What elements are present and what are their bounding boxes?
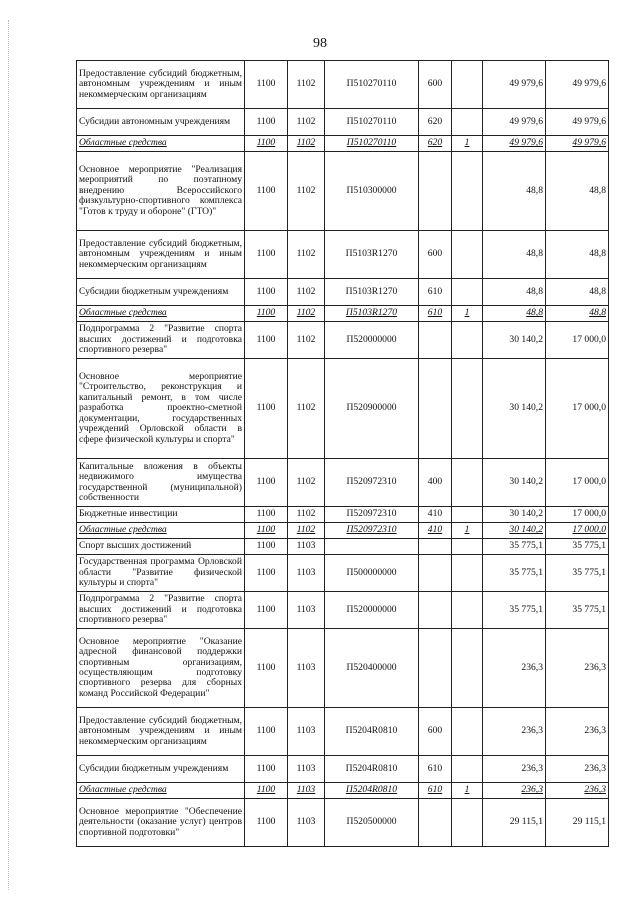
expense-type-code: [419, 799, 452, 847]
expense-type-code: 600: [419, 61, 452, 109]
target-article-code: П500000000: [325, 555, 419, 592]
item-name: Предоставление субсидий бюджетным, автономным учреждениям и иным некоммерческим организациям: [77, 231, 245, 279]
subsection-code: 1102: [288, 523, 325, 539]
target-article-code: П520972310: [325, 507, 419, 523]
subsection-code: 1102: [288, 279, 325, 306]
expense-type-code: 410: [419, 523, 452, 539]
amount-year-1: 48,8: [483, 231, 546, 279]
item-name: Областные средства: [77, 523, 245, 539]
subsection-code: 1103: [288, 539, 325, 555]
funding-source-code: 1: [452, 136, 483, 152]
amount-year-2: 236,3: [546, 629, 609, 708]
budget-table: [76, 60, 609, 847]
funding-source-code: [452, 322, 483, 359]
item-name: Основное мероприятие "Реализация мероприятий по поэтапному внедрению Всероссийского физкультурно-спортивного комплекса "Готов к труду и обороне" (ГТО)": [77, 152, 245, 231]
amount-year-2: 35 775,1: [546, 539, 609, 555]
funding-source-code: [452, 756, 483, 783]
amount-year-1: 236,3: [483, 708, 546, 756]
amount-year-2: 48,8: [546, 306, 609, 322]
item-name: Областные средства: [77, 306, 245, 322]
expense-type-code: 610: [419, 279, 452, 306]
table-row: [77, 629, 609, 708]
target-article-code: П5204R0810: [325, 783, 419, 799]
funding-source-code: [452, 799, 483, 847]
item-name: Областные средства: [77, 783, 245, 799]
table-row: [77, 279, 609, 306]
target-article-code: П510270110: [325, 109, 419, 136]
section-code: 1100: [245, 279, 288, 306]
target-article-code: П510300000: [325, 152, 419, 231]
subsection-code: 1103: [288, 555, 325, 592]
target-article-code: П5103R1270: [325, 279, 419, 306]
expense-type-code: 610: [419, 783, 452, 799]
item-name: Субсидии бюджетным учреждениям: [77, 756, 245, 783]
amount-year-1: 30 140,2: [483, 359, 546, 459]
item-name: Подпрограмма 2 "Развитие спорта высших достижений и подготовка спортивного резерва": [77, 322, 245, 359]
section-code: 1100: [245, 359, 288, 459]
expense-type-code: [419, 555, 452, 592]
amount-year-1: 49 979,6: [483, 136, 546, 152]
amount-year-2: 49 979,6: [546, 109, 609, 136]
table-row: [77, 523, 609, 539]
subsection-code: 1103: [288, 629, 325, 708]
item-name: Областные средства: [77, 136, 245, 152]
table-row: [77, 359, 609, 459]
amount-year-1: 35 775,1: [483, 555, 546, 592]
expense-type-code: 400: [419, 459, 452, 507]
funding-source-code: 1: [452, 306, 483, 322]
funding-source-code: [452, 592, 483, 629]
section-code: 1100: [245, 231, 288, 279]
item-name: Основное мероприятие "Строительство, реконструкция и капитальный ремонт, в том числе разработка проектно-сметной документации, государственных учреждений Орловской области в сфере физической культуры и спорта": [77, 359, 245, 459]
expense-type-code: 620: [419, 136, 452, 152]
funding-source-code: [452, 152, 483, 231]
amount-year-1: 49 979,6: [483, 109, 546, 136]
table-row: [77, 136, 609, 152]
amount-year-1: 30 140,2: [483, 507, 546, 523]
amount-year-2: 236,3: [546, 783, 609, 799]
section-code: 1100: [245, 61, 288, 109]
table-row: [77, 708, 609, 756]
amount-year-2: 48,8: [546, 231, 609, 279]
subsection-code: 1102: [288, 306, 325, 322]
expense-type-code: [419, 322, 452, 359]
table-row: [77, 555, 609, 592]
expense-type-code: 410: [419, 507, 452, 523]
funding-source-code: 1: [452, 523, 483, 539]
funding-source-code: [452, 109, 483, 136]
amount-year-1: 29 115,1: [483, 799, 546, 847]
amount-year-2: 35 775,1: [546, 592, 609, 629]
section-code: 1100: [245, 306, 288, 322]
item-name: Основное мероприятие "Оказание адресной финансовой поддержки спортивным организациям, осуществляющим подготовку спортивного резерва для сборных команд Российской Федерации": [77, 629, 245, 708]
amount-year-1: 35 775,1: [483, 592, 546, 629]
item-name: Капитальные вложения в объекты недвижимого имущества государственной (муниципальной) собственности: [77, 459, 245, 507]
subsection-code: 1102: [288, 136, 325, 152]
table-row: [77, 61, 609, 109]
target-article-code: [325, 539, 419, 555]
amount-year-2: 17 000,0: [546, 523, 609, 539]
amount-year-1: 49 979,6: [483, 61, 546, 109]
funding-source-code: [452, 279, 483, 306]
expense-type-code: [419, 629, 452, 708]
table-row: [77, 539, 609, 555]
funding-source-code: 1: [452, 783, 483, 799]
amount-year-2: 236,3: [546, 756, 609, 783]
subsection-code: 1103: [288, 708, 325, 756]
expense-type-code: [419, 152, 452, 231]
amount-year-1: 48,8: [483, 306, 546, 322]
expense-type-code: [419, 359, 452, 459]
subsection-code: 1103: [288, 756, 325, 783]
table-row: [77, 231, 609, 279]
subsection-code: 1102: [288, 459, 325, 507]
amount-year-2: 17 000,0: [546, 322, 609, 359]
amount-year-1: 30 140,2: [483, 523, 546, 539]
section-code: 1100: [245, 592, 288, 629]
section-code: 1100: [245, 507, 288, 523]
amount-year-2: 49 979,6: [546, 61, 609, 109]
table-row: [77, 756, 609, 783]
expense-type-code: 600: [419, 231, 452, 279]
expense-type-code: 610: [419, 306, 452, 322]
expense-type-code: [419, 539, 452, 555]
subsection-code: 1102: [288, 359, 325, 459]
binding-margin: [8, 20, 11, 890]
table-row: [77, 322, 609, 359]
amount-year-1: 48,8: [483, 152, 546, 231]
target-article-code: П520972310: [325, 459, 419, 507]
item-name: Спорт высших достижений: [77, 539, 245, 555]
section-code: 1100: [245, 136, 288, 152]
section-code: 1100: [245, 152, 288, 231]
table-row: [77, 592, 609, 629]
item-name: Государственная программа Орловской области "Развитие физической культуры и спорта": [77, 555, 245, 592]
funding-source-code: [452, 629, 483, 708]
target-article-code: П520000000: [325, 592, 419, 629]
amount-year-2: 17 000,0: [546, 359, 609, 459]
section-code: 1100: [245, 708, 288, 756]
item-name: Субсидии автономным учреждениям: [77, 109, 245, 136]
funding-source-code: [452, 507, 483, 523]
target-article-code: П5204R0810: [325, 708, 419, 756]
amount-year-2: 35 775,1: [546, 555, 609, 592]
subsection-code: 1102: [288, 152, 325, 231]
funding-source-code: [452, 231, 483, 279]
subsection-code: 1103: [288, 783, 325, 799]
section-code: 1100: [245, 459, 288, 507]
target-article-code: П5103R1270: [325, 231, 419, 279]
subsection-code: 1103: [288, 799, 325, 847]
funding-source-code: [452, 61, 483, 109]
table-row: [77, 306, 609, 322]
subsection-code: 1103: [288, 592, 325, 629]
amount-year-1: 35 775,1: [483, 539, 546, 555]
table-row: [77, 799, 609, 847]
funding-source-code: [452, 708, 483, 756]
table-row: [77, 109, 609, 136]
funding-source-code: [452, 359, 483, 459]
section-code: 1100: [245, 523, 288, 539]
amount-year-1: 236,3: [483, 756, 546, 783]
amount-year-1: 48,8: [483, 279, 546, 306]
item-name: Предоставление субсидий бюджетным, автономным учреждениям и иным некоммерческим организациям: [77, 708, 245, 756]
amount-year-1: 30 140,2: [483, 322, 546, 359]
target-article-code: П5103R1270: [325, 306, 419, 322]
funding-source-code: [452, 539, 483, 555]
amount-year-1: 236,3: [483, 629, 546, 708]
section-code: 1100: [245, 756, 288, 783]
funding-source-code: [452, 555, 483, 592]
amount-year-1: 30 140,2: [483, 459, 546, 507]
table-row: [77, 507, 609, 523]
subsection-code: 1102: [288, 109, 325, 136]
item-name: Основное мероприятие "Обеспечение деятельности (оказание услуг) центров спортивной подготовки": [77, 799, 245, 847]
expense-type-code: [419, 592, 452, 629]
section-code: 1100: [245, 783, 288, 799]
target-article-code: П520900000: [325, 359, 419, 459]
amount-year-2: 49 979,6: [546, 136, 609, 152]
amount-year-2: 48,8: [546, 279, 609, 306]
amount-year-2: 236,3: [546, 708, 609, 756]
section-code: 1100: [245, 799, 288, 847]
table-row: [77, 459, 609, 507]
amount-year-2: 48,8: [546, 152, 609, 231]
item-name: Субсидии бюджетным учреждениям: [77, 279, 245, 306]
item-name: Бюджетные инвестиции: [77, 507, 245, 523]
subsection-code: 1102: [288, 507, 325, 523]
table-row: [77, 152, 609, 231]
amount-year-1: 236,3: [483, 783, 546, 799]
table-row: [77, 783, 609, 799]
target-article-code: П520400000: [325, 629, 419, 708]
section-code: 1100: [245, 629, 288, 708]
subsection-code: 1102: [288, 322, 325, 359]
target-article-code: П520500000: [325, 799, 419, 847]
section-code: 1100: [245, 109, 288, 136]
amount-year-2: 17 000,0: [546, 507, 609, 523]
target-article-code: П510270110: [325, 61, 419, 109]
page-number: 98: [313, 36, 327, 51]
item-name: Подпрограмма 2 "Развитие спорта высших достижений и подготовка спортивного резерва": [77, 592, 245, 629]
section-code: 1100: [245, 555, 288, 592]
amount-year-2: 29 115,1: [546, 799, 609, 847]
target-article-code: П520972310: [325, 523, 419, 539]
target-article-code: П510270110: [325, 136, 419, 152]
expense-type-code: 620: [419, 109, 452, 136]
target-article-code: П5204R0810: [325, 756, 419, 783]
amount-year-2: 17 000,0: [546, 459, 609, 507]
subsection-code: 1102: [288, 231, 325, 279]
section-code: 1100: [245, 322, 288, 359]
expense-type-code: 610: [419, 756, 452, 783]
section-code: 1100: [245, 539, 288, 555]
subsection-code: 1102: [288, 61, 325, 109]
target-article-code: П520000000: [325, 322, 419, 359]
funding-source-code: [452, 459, 483, 507]
item-name: Предоставление субсидий бюджетным, автономным учреждениям и иным некоммерческим организациям: [77, 61, 245, 109]
expense-type-code: 600: [419, 708, 452, 756]
